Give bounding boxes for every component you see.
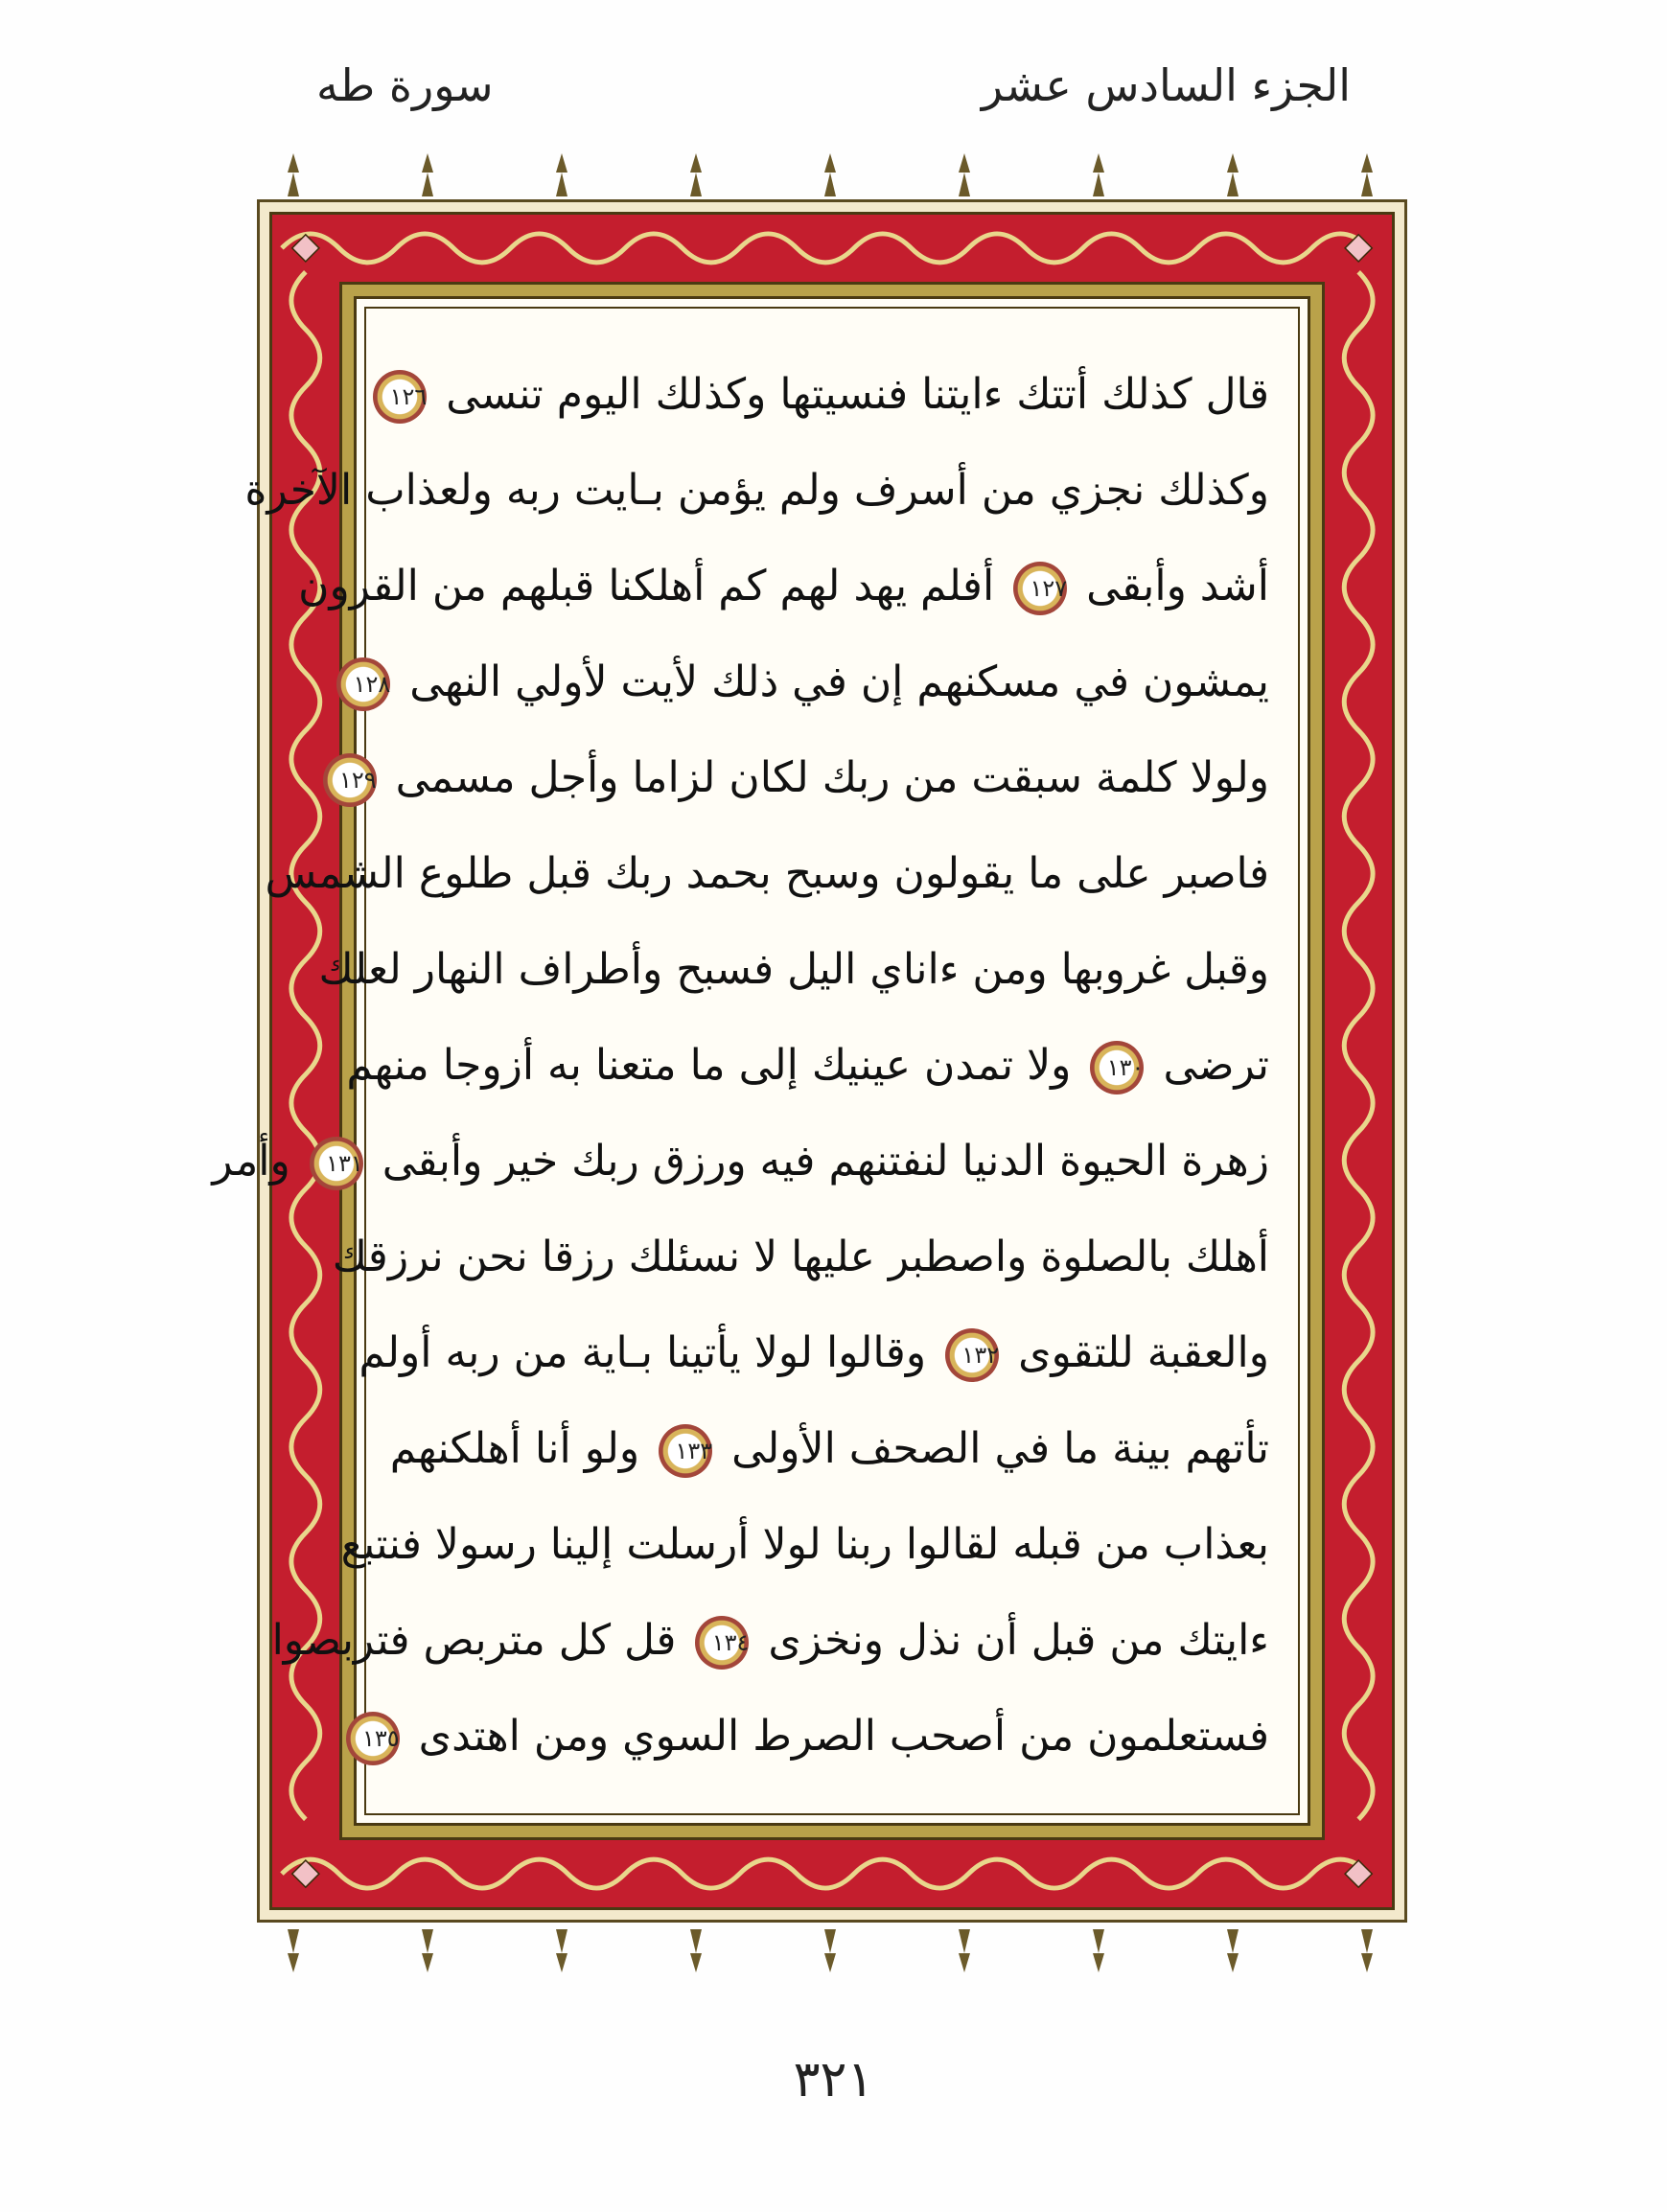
verse-text: وقالوا لولا يأتينا بـاية من ربه أولم bbox=[359, 1328, 927, 1377]
ornamental-border bbox=[212, 212, 1395, 1910]
verse-line bbox=[340, 1497, 1269, 1593]
verse-text: فاصبر على ما يقولون وسبح بحمد ربك قبل طلوع الشمس bbox=[265, 849, 1269, 898]
verse-text: أهلك بالصلوة واصطبر عليها لا نسئلك رزقا نحن نرزقك bbox=[332, 1233, 1269, 1281]
verse-text: والعقبة للتقوى bbox=[1018, 1328, 1269, 1377]
page-number: ٣٢١ bbox=[793, 2051, 874, 2108]
verse-text: فستعلمون من أصحب الصرط السوي ومن اهتدى bbox=[418, 1712, 1269, 1761]
verse-text: قل كل متربص فتربصوا bbox=[271, 1616, 677, 1665]
verse-text: وأمر bbox=[212, 1137, 290, 1186]
verse-text: قال كذلك أتتك ءايتنا فنسيتها وكذلك اليوم تنسى bbox=[446, 370, 1269, 419]
verse-line bbox=[212, 1114, 1269, 1210]
ayah-marker: ١٢٧ bbox=[1013, 562, 1067, 615]
verse-line bbox=[265, 826, 1269, 922]
verse-line bbox=[271, 1593, 1269, 1689]
ayah-marker: ١٢٦ bbox=[373, 370, 427, 424]
verse-line bbox=[298, 539, 1269, 634]
verse-text: يمشون في مسكنهم إن في ذلك لأيت لأولي النهى bbox=[409, 657, 1269, 706]
verse-line bbox=[338, 730, 1269, 826]
verse-text: ولولا كلمة سبقت من ربك لكان لزاما وأجل مسمى bbox=[395, 753, 1269, 802]
verse-text: وكذلك نجزي من أسرف ولم يؤمن بـايت ربه ولعذاب الآخرة bbox=[244, 466, 1269, 515]
ayah-marker: ١٣٥ bbox=[346, 1712, 400, 1765]
verse-line bbox=[332, 1210, 1269, 1305]
ayah-marker: ١٢٩ bbox=[323, 753, 377, 807]
ayah-marker: ١٣٣ bbox=[659, 1424, 712, 1478]
text-panel bbox=[212, 296, 1310, 1826]
ayah-marker: ١٣٢ bbox=[945, 1328, 999, 1382]
ayah-marker: ١٢٨ bbox=[336, 657, 390, 711]
page-border bbox=[212, 199, 1407, 1923]
verse-line bbox=[359, 1305, 1269, 1401]
ayah-marker: ١٣١ bbox=[310, 1137, 363, 1190]
verse-line bbox=[389, 347, 1269, 443]
verse-text: تأتهم بينة ما في الصحف الأولى bbox=[731, 1424, 1269, 1473]
verse-text: وقبل غروبها ومن ءاناي اليل فسبح وأطراف النهار لعلك bbox=[318, 945, 1269, 994]
juz-title: الجزء السادس عشر bbox=[981, 59, 1351, 111]
verse-text: أشد وأبقى bbox=[1086, 562, 1269, 611]
verse-text: أفلم يهد لهم كم أهلكنا قبلهم من القرون bbox=[298, 562, 995, 611]
verse-line bbox=[389, 1401, 1269, 1497]
verse-text: بعذاب من قبله لقالوا ربنا لولا أرسلت إلينا رسولا فنتبع bbox=[340, 1520, 1269, 1569]
verse-line bbox=[318, 922, 1269, 1018]
verse-line bbox=[353, 634, 1269, 730]
verse-text: ترضى bbox=[1163, 1041, 1269, 1090]
verse-text: ءايتك من قبل أن نذل ونخزى bbox=[768, 1616, 1269, 1665]
verse-line bbox=[244, 443, 1269, 539]
top-finial-row bbox=[0, 144, 1667, 201]
verse-text: ولا تمدن عينيك إلى ما متعنا به أزوجا منهم bbox=[346, 1041, 1072, 1090]
verse-text: ولو أنا أهلكنهم bbox=[389, 1424, 640, 1473]
ayah-marker: ١٣٠ bbox=[1090, 1041, 1144, 1094]
bottom-finial-row bbox=[0, 1924, 1667, 1982]
verse-line bbox=[346, 1018, 1269, 1114]
verse-text: زهرة الحيوة الدنيا لنفتنهم فيه ورزق ربك خير وأبقى bbox=[382, 1137, 1269, 1186]
surah-title: سورة طه bbox=[316, 59, 494, 111]
verse-line bbox=[361, 1689, 1269, 1785]
gold-band bbox=[212, 282, 1325, 1840]
ayah-marker: ١٣٤ bbox=[695, 1616, 749, 1670]
verse-container bbox=[212, 307, 1300, 1815]
